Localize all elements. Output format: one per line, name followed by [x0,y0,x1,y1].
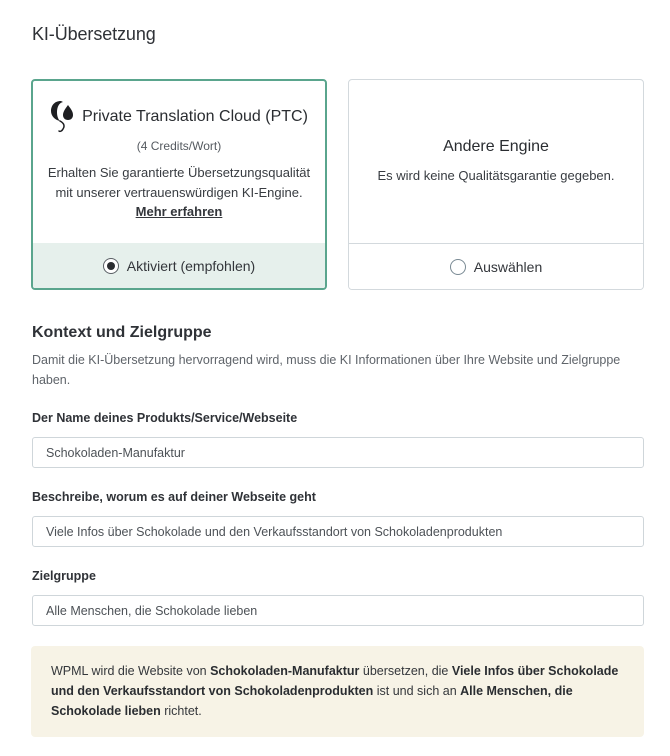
ptc-credits: (4 Credits/Wort) [136,139,222,153]
engine-card-other[interactable] [348,79,644,290]
other-radio-button[interactable] [450,259,466,275]
target-audience-input[interactable] [32,595,644,626]
summary-text-3: ist und sich an [373,684,461,698]
context-section-title: Kontext und Zielgruppe [32,324,212,341]
context-section-description: Damit die KI-Übersetzung hervorragend wird, muss die KI Informationen über Ihre Website und Zielgruppe haben. [32,353,621,387]
ptc-radio-option[interactable] [33,243,325,288]
ptc-radio-button[interactable] [103,258,119,274]
summary-website-description: Viele Infos über Schokolade und den Verkaufsstandort von Schokoladenprodukten [51,664,619,698]
target-audience-label: Zielgruppe [32,569,96,583]
engine-card-other-body [349,80,643,243]
product-name-label: Der Name deines Produkts/Service/Webseite [32,411,298,425]
website-description-input[interactable] [32,516,644,547]
learn-more-link[interactable]: Mehr erfahren [135,204,223,219]
ptc-radio-label: Aktiviert (empfohlen) [126,258,256,274]
website-description-label: Beschreibe, worum es auf deiner Webseite geht [32,490,316,504]
engine-card-ptc-body [33,81,325,243]
summary-text-1: WPML wird die Website von [51,664,211,678]
page-title: KI-Übersetzung [32,24,156,44]
summary-product-name: Schokoladen-Manufaktur [210,664,360,678]
ptc-header [33,99,325,135]
engine-card-ptc[interactable] [31,79,327,290]
ptc-description: Erhalten Sie garantierte Übersetzungsqualität mit unserer vertrauenswürdigen KI-Engine. [47,165,311,200]
translation-summary-notice [31,646,644,737]
summary-text-4: richtet. [160,704,202,718]
other-radio-option[interactable] [349,243,643,289]
other-engine-title: Andere Engine [443,138,549,155]
summary-target-audience: Alle Menschen, die Schokolade lieben [51,684,573,718]
other-radio-label: Auswählen [473,258,543,275]
product-name-input[interactable] [32,437,644,468]
summary-text-2: übersetzen, die [359,664,452,678]
ptc-logo-icon [50,99,76,135]
other-engine-description: Es wird keine Qualitätsgarantie gegeben. [377,168,615,183]
ptc-title: Private Translation Cloud (PTC) [82,108,308,125]
